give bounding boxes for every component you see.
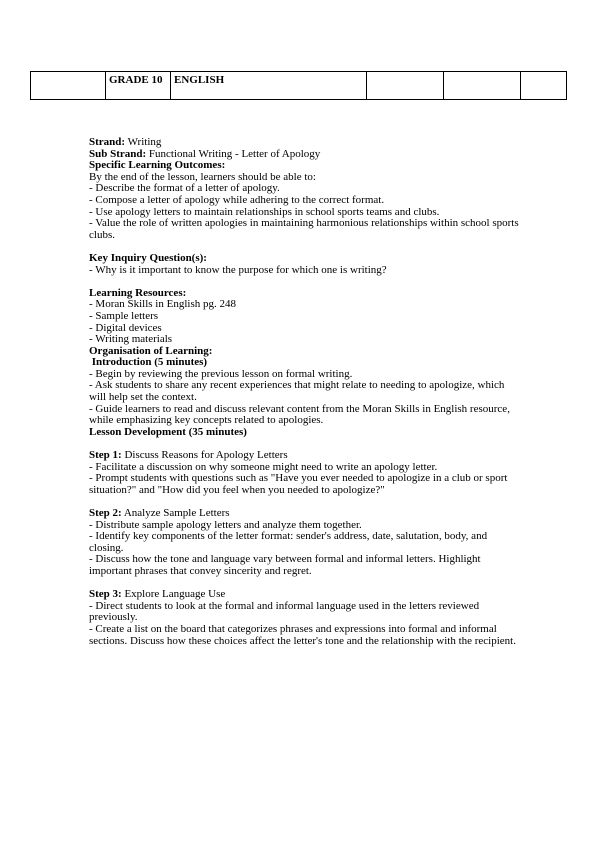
step-item: - Identify key components of the letter format: sender's address, date, salutation, body, and closing.	[89, 530, 488, 554]
step-1-heading: Step 1: Discuss Reasons for Apology Letters	[89, 449, 288, 462]
header-cell-blank-2	[367, 72, 444, 100]
step-2-heading: Step 2: Analyze Sample Letters	[89, 507, 230, 519]
step-3-heading: Step 3: Explore Language Use	[89, 588, 226, 601]
step-item: - Discuss how the tone and language vary between formal and informal letters. Highlight important phrases that convey sincerity and regret.	[89, 553, 481, 577]
header-cell-subject: ENGLISH	[171, 72, 367, 100]
header-cell-blank-1	[31, 72, 106, 100]
resource-item: - Moran Skills in English pg. 248	[89, 298, 236, 311]
header-cell-blank-4	[521, 72, 567, 100]
header-cell-blank-3	[444, 72, 521, 100]
step-item: - Create a list on the board that categorizes phrases and expressions into formal and informal sections. Discuss how these choices affect the letter's tone and the relationship with the recipient.	[89, 622, 516, 647]
outcome-item: - Value the role of written apologies in maintaining harmonious relationships within school sports clubs.	[89, 217, 519, 241]
inquiry-item: - Why is it important to know the purpose for which one is writing?	[89, 263, 387, 276]
introduction-item: - Guide learners to read and discuss relevant content from the Moran Skills in English resource, while emphasizing key concepts related to apologies.	[89, 402, 510, 427]
introduction-item: - Begin by reviewing the previous lesson on formal writing.	[89, 367, 353, 380]
resource-item: - Writing materials	[89, 333, 173, 346]
step-item: - Direct students to look at the formal and informal language used in the letters reviewed previously.	[89, 599, 480, 624]
header-table	[30, 71, 567, 100]
step-item: - Distribute sample apology letters and analyze them together.	[89, 518, 362, 531]
lesson-plan-body	[89, 137, 519, 647]
outcome-item: - Use apology letters to maintain relationships in school sports teams and clubs.	[89, 205, 440, 218]
strand-value: Writing	[125, 136, 162, 148]
introduction-item: - Ask students to share any recent experiences that might relate to needing to apologize, which will help set the context.	[89, 379, 505, 404]
development-heading: Lesson Development (35 minutes)	[89, 425, 247, 438]
outcome-item: - Compose a letter of apology while adhering to the correct format.	[89, 193, 385, 206]
sub-strand-value: Functional Writing - Letter of Apology	[146, 147, 321, 160]
strand-label: Strand:	[89, 136, 126, 148]
outcome-item: - Describe the format of a letter of apology.	[89, 182, 280, 195]
inquiry-heading: Key Inquiry Question(s):	[89, 251, 207, 264]
step-item: - Facilitate a discussion on why someone might need to write an apology letter.	[89, 460, 438, 473]
resource-item: - Digital devices	[89, 321, 162, 334]
resources-heading: Learning Resources:	[89, 286, 187, 299]
outcomes-heading: Specific Learning Outcomes:	[89, 159, 226, 172]
introduction-heading: Introduction (5 minutes)	[89, 356, 208, 369]
resource-item: - Sample letters	[89, 309, 159, 322]
organisation-heading: Organisation of Learning:	[89, 344, 213, 357]
sub-strand-label: Sub Strand:	[89, 147, 147, 160]
header-cell-grade: GRADE 10	[106, 72, 171, 100]
step-item: - Prompt students with questions such as "Have you ever needed to apologize in a club or sport situation?" and "How did you feel when you needed to apologize?"	[89, 472, 508, 496]
outcomes-intro: By the end of the lesson, learners should be able to:	[89, 170, 316, 183]
